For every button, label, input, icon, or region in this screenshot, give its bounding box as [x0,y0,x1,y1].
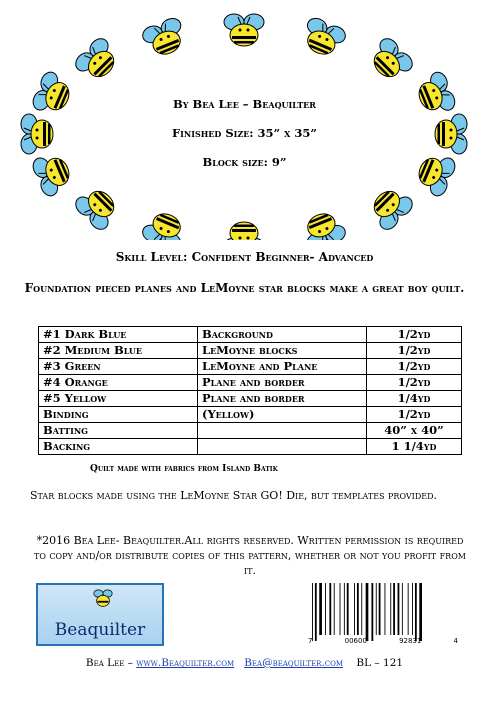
copyright-notice: *2016 Bea Lee- Beaquilter.All rights reserved. Written permission is required to copy and/or distribute copies of this pattern, whether or not you profit from it. [34,534,466,577]
table-row [39,327,462,343]
table-row [39,439,462,455]
fabric-amount-cell: 1 1/4yd [367,439,462,455]
fabric-use-cell: Plane and border [198,375,367,391]
footer [0,657,489,669]
table-row [39,407,462,423]
fabric-source-note: Quilt made with fabrics from Island Batik [90,464,278,474]
fabric-amount-cell: 40” x 40” [367,423,462,439]
table-row [39,359,462,375]
finished-size: Finished Size: 35” x 35” [171,126,318,140]
fabric-name-cell: #5 Yellow [39,391,198,407]
fabric-name-cell: #1 Dark Blue [39,327,198,343]
fabric-name-cell: #2 Medium Blue [39,343,198,359]
table-row [39,391,462,407]
barcode-digits [308,637,458,645]
star-die-note: Star blocks made using the LeMoyne Star GO! Die, but templates provided. [30,489,437,502]
fabric-amount-cell: 1/2yd [367,407,462,423]
table-row [39,343,462,359]
pattern-code: BL – 121 [356,657,404,669]
bee-icon [140,16,189,61]
barcode-digit-group: 4 [453,637,458,645]
skill-level: Skill Level: Confident Beginner- Advanced [115,250,374,264]
bee-icon [140,207,189,240]
fabric-name-cell: Binding [39,407,198,423]
fabric-amount-cell: 1/2yd [367,375,462,391]
bee-icon [72,182,123,233]
fabric-name-cell: #4 Orange [39,375,198,391]
bee-icon [92,588,114,610]
bee-icon [224,14,264,46]
fabric-amount-cell: 1/4yd [367,391,462,407]
bee-icon [365,35,416,86]
fabric-use-cell [198,423,367,439]
bee-icon [72,35,123,86]
pattern-description: Foundation pieced planes and LeMoyne star blocks make a great boy quilt. [24,281,465,295]
table-row [39,375,462,391]
bee-icon [365,182,416,233]
fabric-requirements-table [38,326,462,455]
fabric-name-cell: Backing [39,439,198,455]
fabric-amount-cell: 1/2yd [367,359,462,375]
barcode-digit-group: 00600 [344,637,367,645]
bee-icon [413,70,458,119]
fabric-use-cell: LeMoyne and Plane [198,359,367,375]
fabric-use-cell: LeMoyne blocks [198,343,367,359]
author-line: By Bea Lee – Beaquilter [173,97,316,111]
fabric-name-cell: Batting [39,423,198,439]
bee-icon [224,222,264,240]
beaquilter-logo [36,583,164,646]
fabric-name-cell: #3 Green [39,359,198,375]
barcode-digit-group: 7 [308,637,313,645]
logo-wordmark: Beaquilter [54,620,146,640]
fabric-use-cell: (Yellow) [198,407,367,423]
fabric-use-cell: Background [198,327,367,343]
barcode-digit-group: 92831 [399,637,422,645]
email-link[interactable]: Bea@beaquilter.com [244,657,344,669]
bee-icon [299,208,348,240]
footer-name: Bea Lee – [85,657,133,669]
fabric-amount-cell: 1/2yd [367,343,462,359]
bee-icon [299,15,348,60]
fabric-use-cell [198,439,367,455]
fabric-amount-cell: 1/2yd [367,327,462,343]
table-row [39,423,462,439]
bee-icon [30,70,75,119]
website-link[interactable]: www.Beaquilter.com [136,657,235,669]
fabric-use-cell: Plane and border [198,391,367,407]
bee-wreath-illustration [0,0,489,240]
block-size: Block size: 9” [202,155,287,169]
